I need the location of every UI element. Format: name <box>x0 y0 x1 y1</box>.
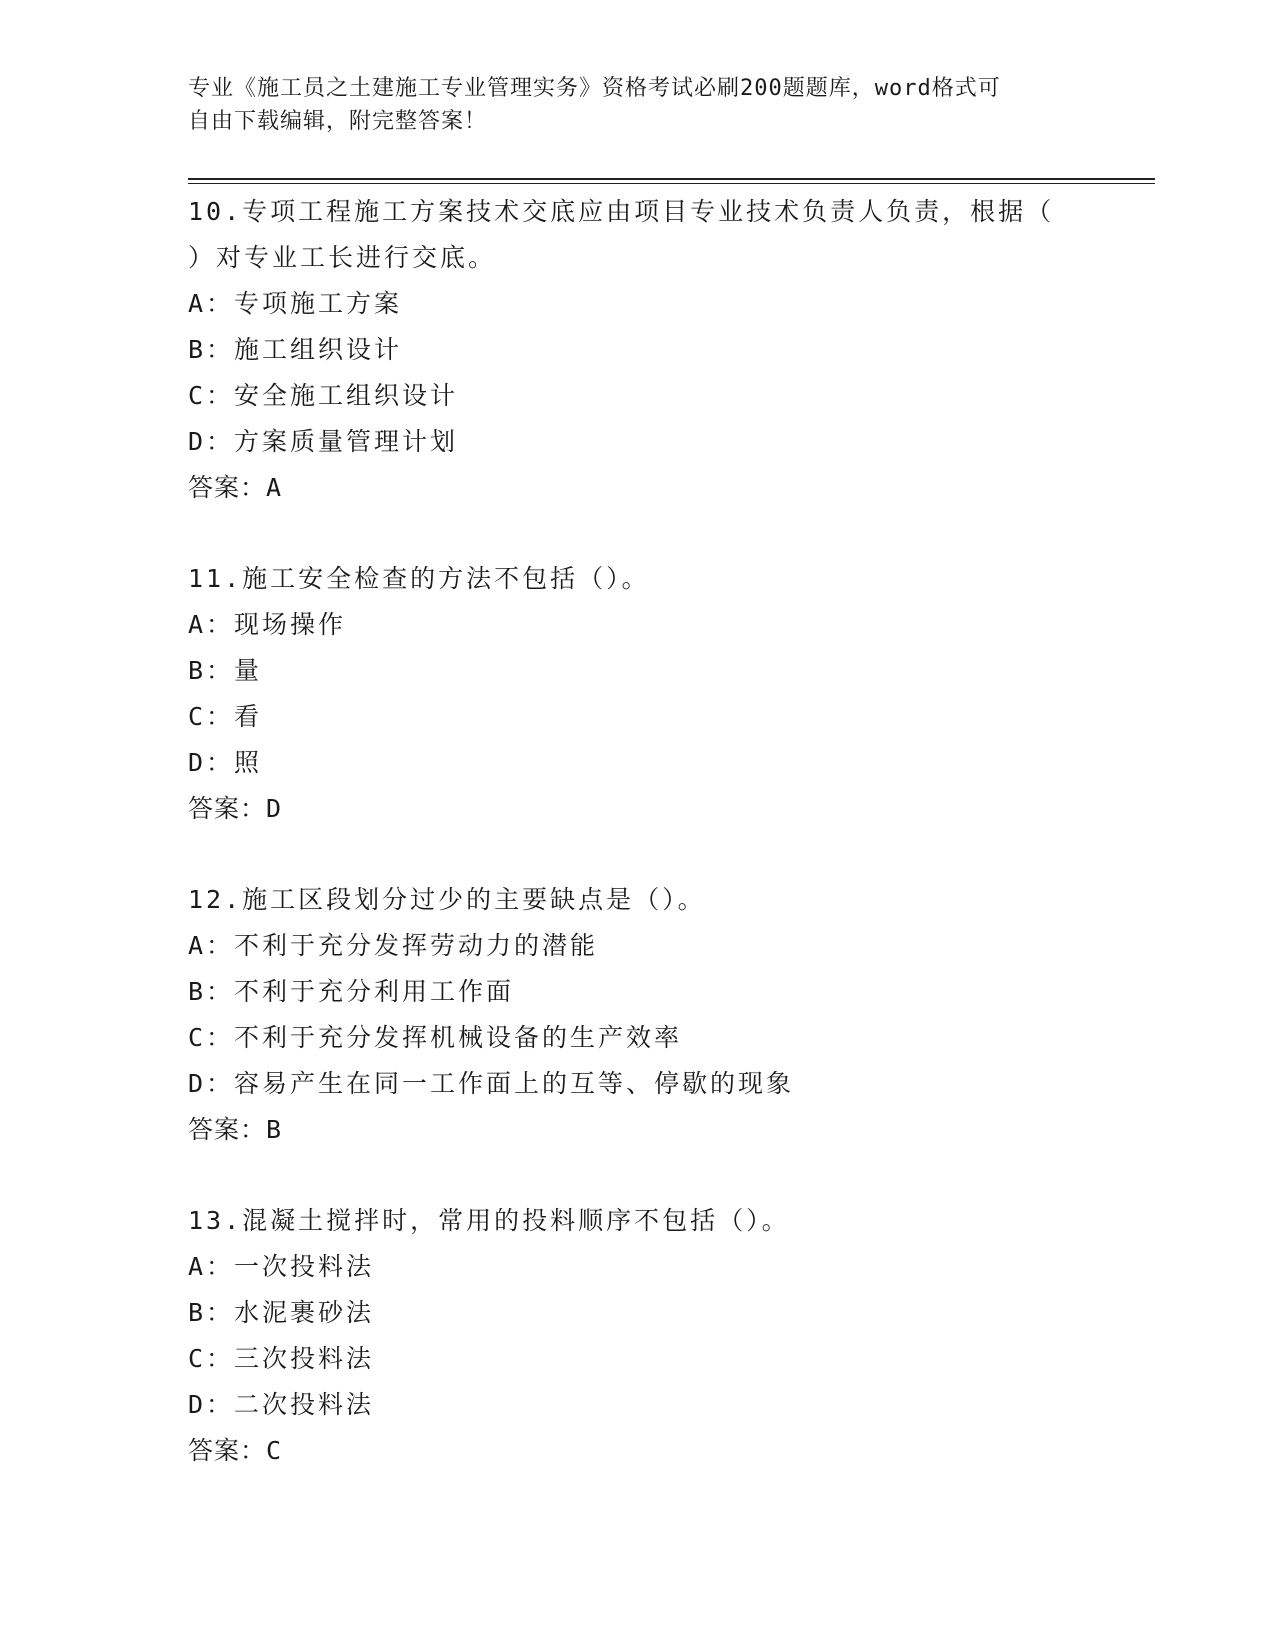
question-13 <box>188 1198 1108 1474</box>
header-line-1: 专业《施工员之土建施工专业管理实务》资格考试必刷200题题库，word格式可 <box>188 76 1001 101</box>
answer-line <box>188 786 1108 832</box>
option-d: D：照 <box>188 748 263 777</box>
answer-line <box>188 465 1108 511</box>
header-divider-thick <box>188 178 1155 180</box>
option-b: B：不利于充分利用工作面 <box>188 977 515 1006</box>
option-a: A：一次投料法 <box>188 1252 375 1281</box>
answer-line <box>188 1107 1108 1153</box>
question-stem-continued: ）对专业工长进行交底。 <box>188 243 497 272</box>
question-10 <box>188 189 1108 511</box>
option-a: A：不利于充分发挥劳动力的潜能 <box>188 931 599 960</box>
header-line-2: 自由下载编辑，附完整答案！ <box>188 109 488 134</box>
answer-label: 答案： <box>188 473 267 502</box>
document-header <box>188 72 1068 138</box>
answer-label: 答案： <box>188 794 267 823</box>
header-divider-thin <box>188 183 1155 184</box>
option-a: A：专项施工方案 <box>188 289 403 318</box>
option-d: D：方案质量管理计划 <box>188 427 459 456</box>
option-d: D：二次投料法 <box>188 1390 375 1419</box>
option-c: C：安全施工组织设计 <box>188 381 459 410</box>
answer-value: B <box>266 1115 283 1144</box>
option-d: D：容易产生在同一工作面上的互等、停歇的现象 <box>188 1069 795 1098</box>
answer-label: 答案： <box>188 1115 267 1144</box>
option-a: A：现场操作 <box>188 610 347 639</box>
answer-line <box>188 1428 1108 1474</box>
question-stem: 13.混凝土搅拌时，常用的投料顺序不包括（）。 <box>188 1206 790 1235</box>
question-11 <box>188 556 1108 832</box>
question-stem: 12.施工区段划分过少的主要缺点是（）。 <box>188 885 706 914</box>
question-stem: 10.专项工程施工方案技术交底应由项目专业技术负责人负责，根据（ <box>188 197 1055 226</box>
option-b: B：施工组织设计 <box>188 335 403 364</box>
answer-value: D <box>266 794 283 823</box>
question-stem: 11.施工安全检查的方法不包括（）。 <box>188 564 650 593</box>
question-12 <box>188 877 1108 1153</box>
answer-value: C <box>266 1436 283 1465</box>
question-list <box>188 189 1108 1519</box>
answer-label: 答案： <box>188 1436 267 1465</box>
option-c: C：看 <box>188 702 263 731</box>
answer-value: A <box>266 473 283 502</box>
option-b: B：水泥裹砂法 <box>188 1298 375 1327</box>
option-c: C：三次投料法 <box>188 1344 375 1373</box>
option-c: C：不利于充分发挥机械设备的生产效率 <box>188 1023 683 1052</box>
option-b: B：量 <box>188 656 263 685</box>
